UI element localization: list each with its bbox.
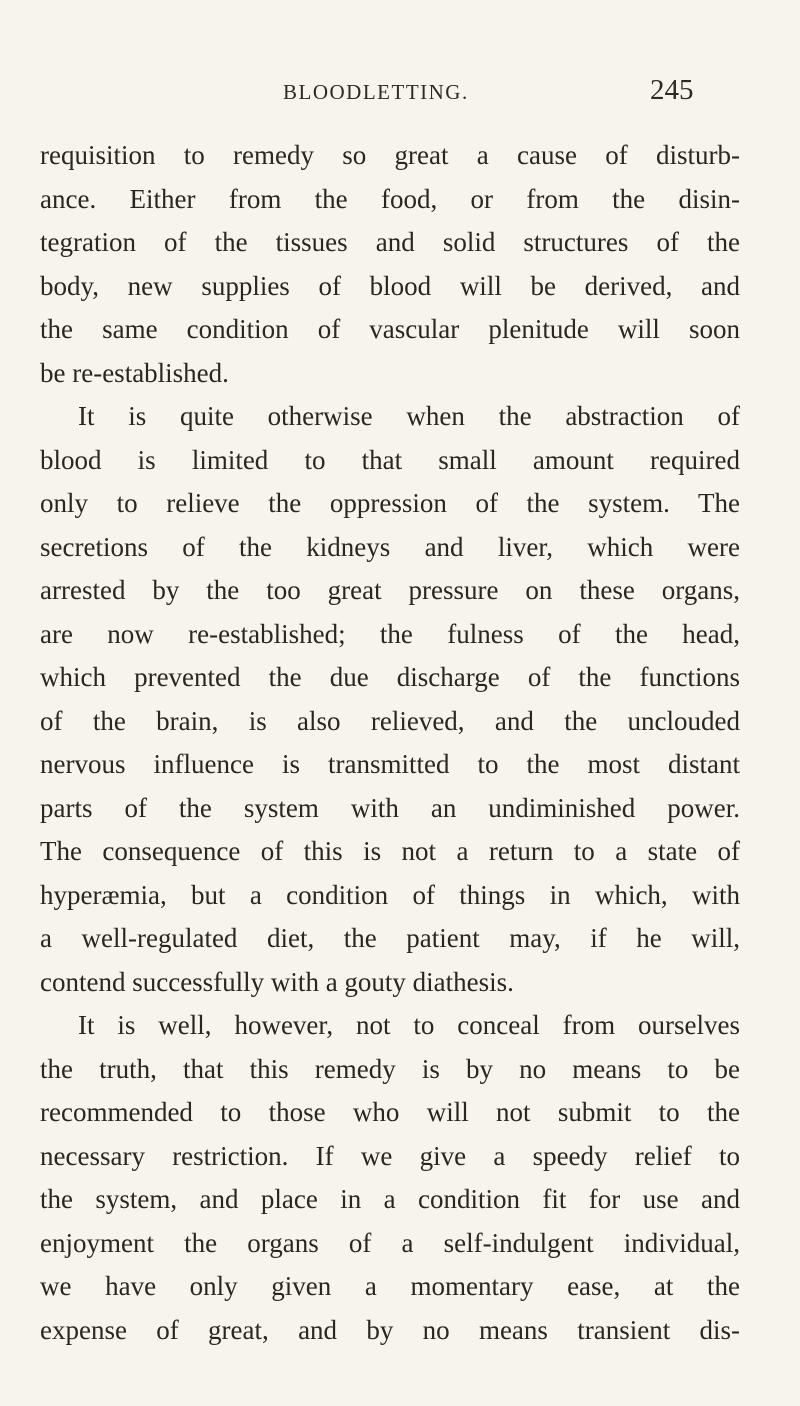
text-line: are now re-established; the fulness of the head, <box>40 618 740 649</box>
text-line: arrested by the too great pressure on these organs, <box>40 575 740 605</box>
text-line: necessary restriction. If we give a speedy relief to <box>40 1140 740 1171</box>
text-line: of the brain, is also relieved, and the unclouded <box>40 705 740 736</box>
text-line: only to relieve the oppression of the system. The <box>40 488 740 518</box>
text-line: The consequence of this is not a return to a state of <box>40 836 740 866</box>
text-line: hyperæmia, but a condition of things in which, with <box>40 879 740 910</box>
text-line: secretions of the kidneys and liver, which were <box>40 531 740 562</box>
text-line: parts of the system with an undiminished power. <box>40 792 740 823</box>
text-line: a well-regulated diet, the patient may, if he will, <box>40 923 740 953</box>
text-line: nervous influence is transmitted to the most distant <box>40 749 740 779</box>
text-line: the truth, that this remedy is by no means to be <box>40 1053 740 1084</box>
text-line: body, new supplies of blood will be derived, and <box>40 270 740 301</box>
text-line: blood is limited to that small amount required <box>40 444 740 475</box>
text-line: It is well, however, not to conceal from ourselves <box>78 1010 740 1040</box>
text-line: enjoyment the organs of a self-indulgent individual, <box>40 1227 740 1258</box>
text-line: tegration of the tissues and solid structures of the <box>40 227 740 257</box>
text-line: requisition to remedy so great a cause of disturb- <box>40 140 740 170</box>
text-line: which prevented the due discharge of the functions <box>40 662 740 692</box>
text-line: the same condition of vascular plenitude will soon <box>40 314 740 344</box>
body-text <box>40 134 740 1352</box>
page-number: 245 <box>650 74 694 106</box>
text-line: the system, and place in a condition fit for use and <box>40 1184 740 1214</box>
text-line: contend successfully with a gouty diathesis. <box>40 966 514 997</box>
text-line: ance. Either from the food, or from the disin- <box>40 183 740 214</box>
text-line: It is quite otherwise when the abstraction of <box>78 401 740 431</box>
text-line: expense of great, and by no means transient dis- <box>40 1314 740 1345</box>
text-line: recommended to those who will not submit to the <box>40 1097 740 1127</box>
text-line: we have only given a momentary ease, at the <box>40 1271 740 1301</box>
running-head: BLOODLETTING. <box>283 80 469 104</box>
text-line: be re-established. <box>40 357 229 388</box>
